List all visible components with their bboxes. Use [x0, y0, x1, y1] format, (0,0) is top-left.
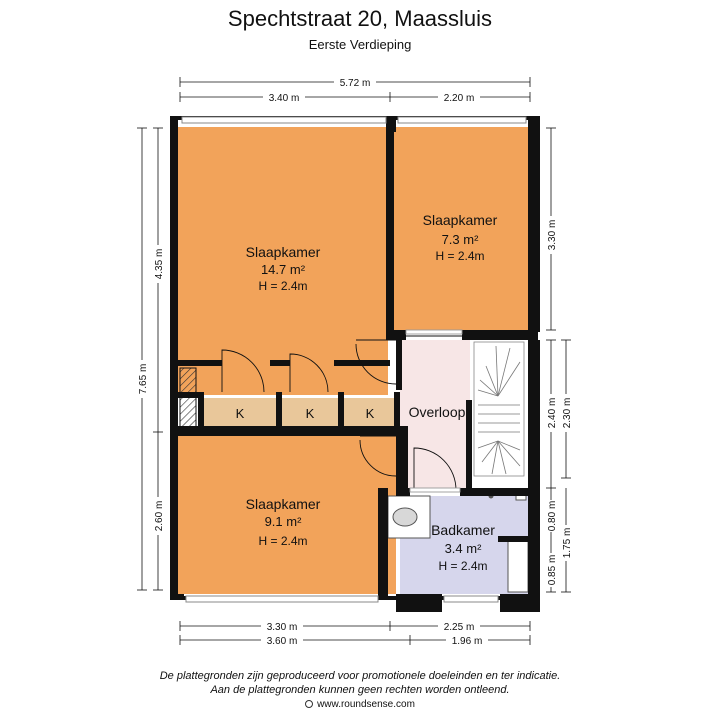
dim-left-total: 7.65 m: [138, 363, 149, 395]
label-closet-2: K: [305, 406, 315, 421]
label-slaapkamer-2-height: H = 2.4m: [435, 249, 485, 263]
label-slaapkamer-3-name: Slaapkamer: [245, 496, 321, 512]
label-badkamer-height: H = 2.4m: [438, 559, 488, 573]
floor-name: Eerste Verdieping: [308, 37, 412, 52]
label-badkamer-name: Badkamer: [431, 522, 495, 538]
label-overloop: Overloop: [408, 404, 466, 420]
dim-bottom-a-left: 3.30 m: [266, 622, 298, 633]
label-closet-1: K: [235, 406, 245, 421]
dim-left-bottom: 2.60 m: [154, 500, 165, 532]
label-slaapkamer-2-name: Slaapkamer: [422, 212, 498, 228]
window-bed2: [398, 117, 526, 123]
stairs: [470, 340, 528, 478]
disclaimer-line-2: Aan de plattegronden kunnen geen rechten worden ontleend.: [210, 684, 510, 696]
dim-top-left: 3.40 m: [268, 93, 300, 104]
dim-right-low-a: 0.80 m: [547, 500, 558, 532]
dim-bottom-b-left: 3.60 m: [266, 636, 298, 647]
website-url[interactable]: www.roundsense.com: [317, 699, 415, 710]
label-slaapkamer-2-area: 7.3 m²: [441, 232, 479, 247]
window-bed1: [182, 117, 386, 123]
dim-right-mid-b: 2.30 m: [562, 397, 573, 429]
label-badkamer-area: 3.4 m²: [444, 541, 482, 556]
dim-bottom-a-right: 2.25 m: [443, 622, 475, 633]
sink-icon: [393, 508, 417, 526]
label-slaapkamer-1-height: H = 2.4m: [258, 279, 308, 293]
label-slaapkamer-3-height: H = 2.4m: [258, 534, 308, 548]
label-slaapkamer-3-area: 9.1 m²: [264, 514, 302, 529]
label-slaapkamer-1-name: Slaapkamer: [245, 244, 321, 260]
website: [0, 699, 720, 710]
dim-right-mid-a: 2.40 m: [547, 397, 558, 429]
label-closet-3: K: [365, 406, 375, 421]
disclaimer-line-1: De plattegronden zijn geproduceerd voor promotionele doeleinden en ter indicatie.: [159, 670, 561, 682]
dim-top-right: 2.20 m: [443, 93, 475, 104]
label-slaapkamer-1-area: 14.7 m²: [260, 262, 306, 277]
dim-right-top: 3.30 m: [547, 219, 558, 251]
window-bath: [444, 596, 498, 602]
dim-left-top: 4.35 m: [154, 248, 165, 280]
dim-right-low-b: 1.75 m: [562, 527, 573, 559]
globe-icon: [305, 700, 313, 708]
dim-top-total: 5.72 m: [339, 78, 371, 89]
room-slaapkamer-2: [392, 127, 528, 332]
shower-tray: [508, 540, 528, 592]
room-slaapkamer-1: [178, 127, 388, 395]
plan-title: Spechtstraat 20, Maassluis: [227, 6, 493, 31]
dim-bottom-b-right: 1.96 m: [451, 636, 483, 647]
dim-right-bottom: 0.85 m: [547, 554, 558, 586]
window-bed3: [186, 596, 378, 602]
